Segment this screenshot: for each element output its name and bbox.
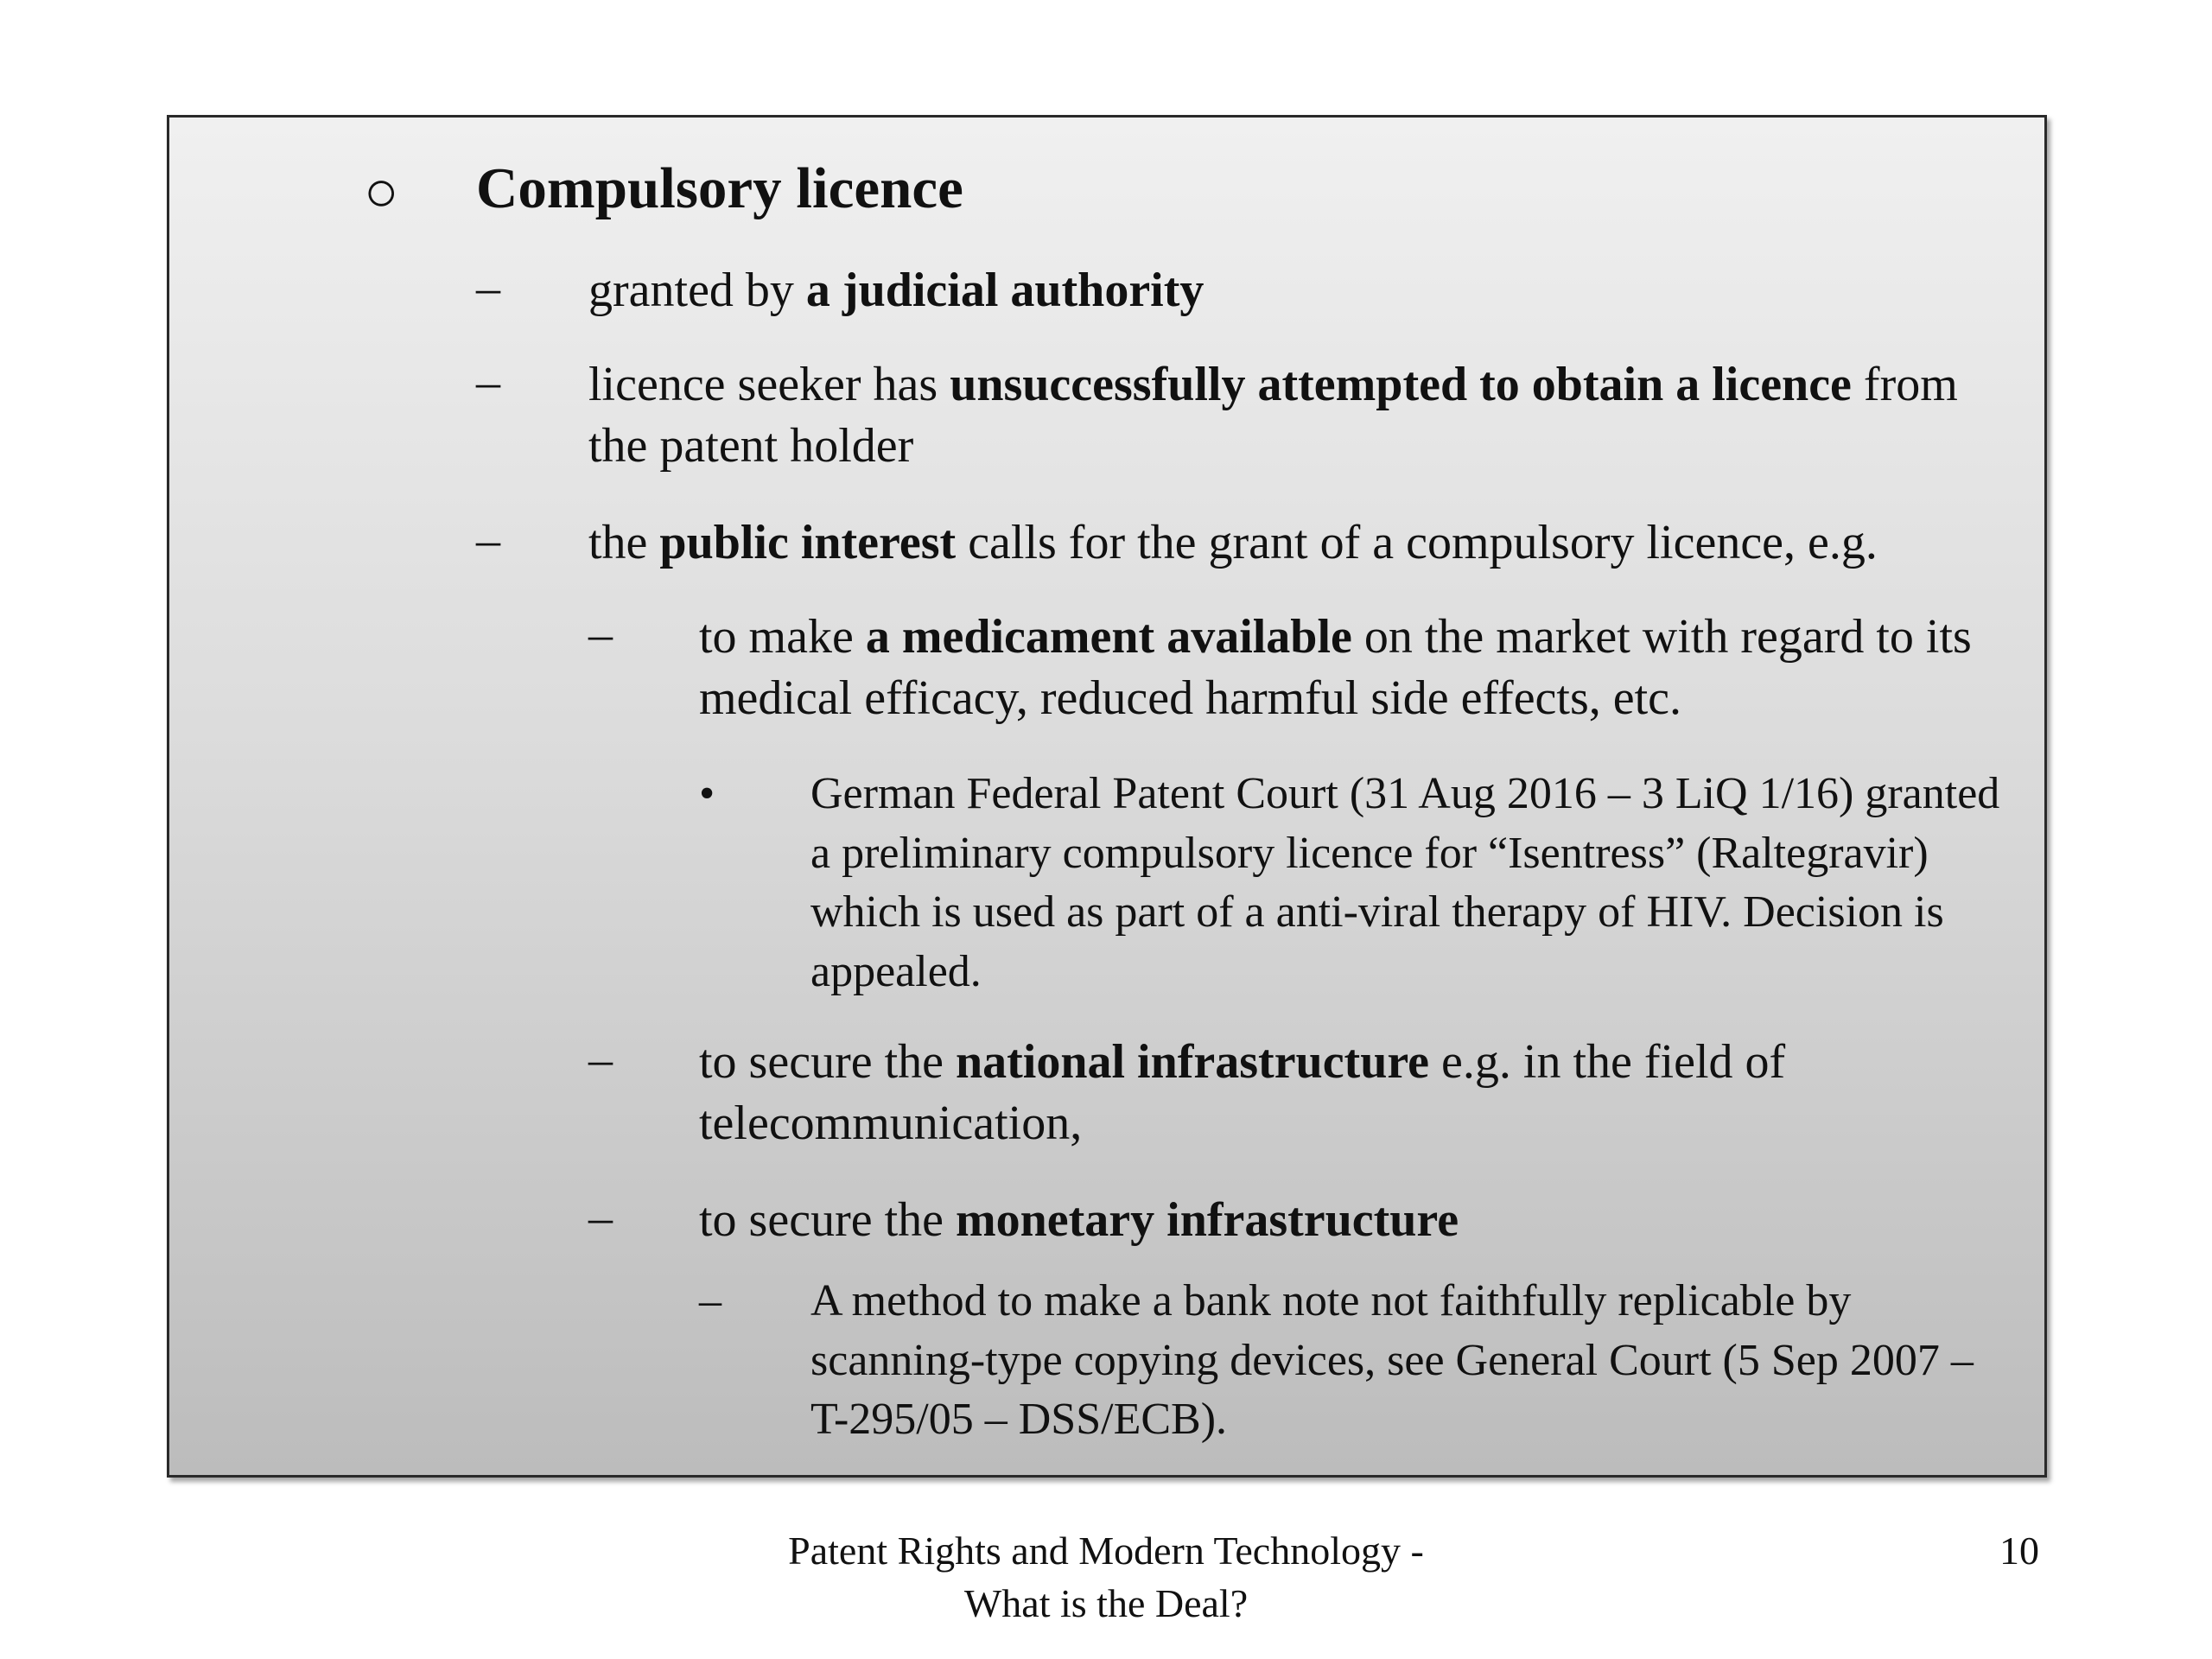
footer-title: Patent Rights and Modern Technology - What is the Deal? [788,1529,1424,1625]
item-pre: to secure the [699,1035,956,1089]
circle-bullet-icon: ○ [364,160,399,224]
page-number: 10 [1999,1529,2039,1573]
item-bold: national infrastructure [955,1035,1430,1089]
heading-text: Compulsory licence [476,156,963,220]
item-bold: a judicial authority [805,264,1205,317]
item-bold: unsuccessfully attempted to obtain a licence [950,358,1852,411]
item-text [588,354,2014,477]
item-bold: public interest [659,516,957,569]
item-post: from the patent holder [588,358,1958,474]
dash-bullet-icon: – [476,513,500,567]
item-pre: licence seeker has [588,358,950,411]
item-pre: to secure the [699,1193,956,1247]
item-text [588,260,2014,321]
item-text: German Federal Patent Court (31 Aug 2016 – 3 LiQ 1/16) granted a preliminary compulsory licence for “Isentress” (Raltegravir) which is used as part of a anti-viral therapy of HIV. Decision is appealed. [810,769,2000,996]
item-text [699,1190,2030,1251]
item-post: calls for the grant of a compulsory licence, e.g. [956,516,1878,569]
dash-bullet-icon: – [476,355,500,409]
item-bold: monetary infrastructure [955,1193,1459,1247]
dash-bullet-icon: – [588,607,613,661]
item-text [588,512,2040,574]
item-pre: to make [699,610,866,664]
item-pre: granted by [588,264,806,317]
dash-bullet-icon: – [699,1276,721,1325]
dash-bullet-icon: – [476,261,500,315]
dot-bullet-icon: • [699,769,715,818]
item-text [699,607,2047,729]
dash-bullet-icon: – [588,1191,613,1244]
item-text: A method to make a bank note not faithfully replicable by scanning-type copying devices, see General Court (5 Sep 2007 – T-295/05 – DSS/ECB). [810,1276,1974,1445]
item-pre: the [588,516,660,569]
item-post: on the market with regard to its medical efficacy, reduced harmful side effects, etc. [699,610,1972,726]
item-text [699,1032,1909,1154]
slide-content-box [167,115,2047,1478]
item-post: e.g. in the field of telecommunication, [699,1035,1786,1151]
item-bold: a medicament available [865,610,1352,664]
dash-bullet-icon: – [588,1033,613,1086]
